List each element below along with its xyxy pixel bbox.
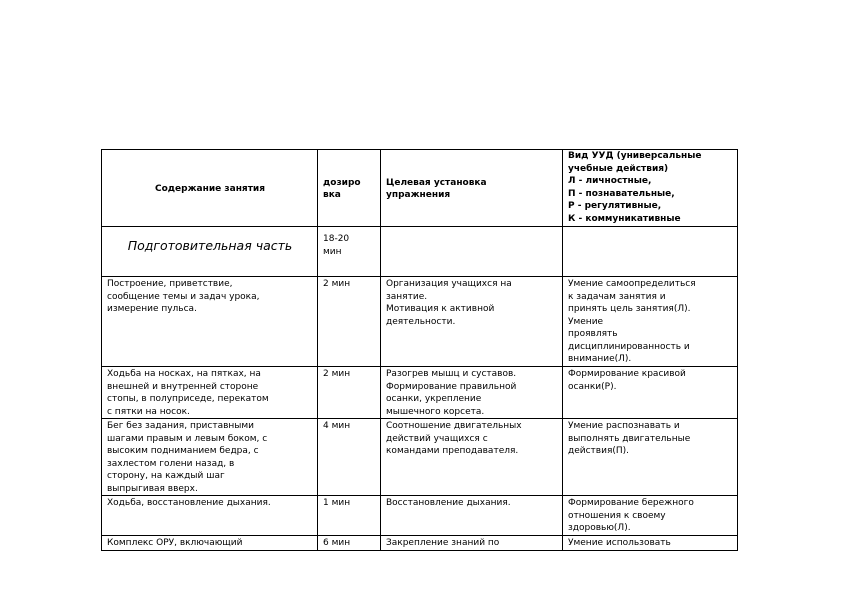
table-header-row bbox=[102, 150, 738, 227]
row-uud: Формирование бережного отношения к своему здоровью(Л). bbox=[563, 496, 738, 536]
section-row bbox=[102, 227, 738, 277]
section-dosage: 18-20 мин bbox=[318, 227, 381, 277]
row-uud: Умение использовать bbox=[563, 536, 738, 551]
row-dosage: 4 мин bbox=[318, 419, 381, 496]
row-content: Построение, приветствие, сообщение темы и задач урока, измерение пульса. bbox=[102, 277, 318, 367]
row-content: Ходьба, восстановление дыхания. bbox=[102, 496, 318, 536]
row-dosage: 1 мин bbox=[318, 496, 381, 536]
lesson-plan-table bbox=[101, 149, 738, 551]
header-goal: Целевая установка упражнения bbox=[381, 150, 563, 227]
row-uud: Формирование красивой осанки(Р). bbox=[563, 367, 738, 419]
row-goal: Закрепление знаний по bbox=[381, 536, 563, 551]
row-goal: Соотношение двигательных действий учащихся с командами преподавателя. bbox=[381, 419, 563, 496]
section-uud-empty bbox=[563, 227, 738, 277]
row-dosage: 2 мин bbox=[318, 277, 381, 367]
table-row bbox=[102, 419, 738, 496]
header-uud: Вид УУД (универсальные учебные действия) Л - личностные, П - познавательные, Р - регулятивные, К - коммуникативные bbox=[563, 150, 738, 227]
row-uud: Умение самоопределиться к задачам занятия и принять цель занятия(Л). Умение проявлять дисциплинированность и внимание(Л). bbox=[563, 277, 738, 367]
table-row bbox=[102, 367, 738, 419]
row-dosage: 2 мин bbox=[318, 367, 381, 419]
header-dosage: дозиро вка bbox=[318, 150, 381, 227]
row-goal: Восстановление дыхания. bbox=[381, 496, 563, 536]
row-goal: Разогрев мышц и суставов. Формирование правильной осанки, укрепление мышечного корсета. bbox=[381, 367, 563, 419]
row-content: Бег без задания, приставными шагами правым и левым боком, с высоким подниманием бедра, с захлестом голени назад, в сторону, на каждый шаг выпрыгивая вверх. bbox=[102, 419, 318, 496]
table-row bbox=[102, 277, 738, 367]
row-dosage: 6 мин bbox=[318, 536, 381, 551]
row-content: Комплекс ОРУ, включающий bbox=[102, 536, 318, 551]
section-title: Подготовительная часть bbox=[102, 227, 318, 277]
row-goal: Организация учащихся на занятие. Мотивация к активной деятельности. bbox=[381, 277, 563, 367]
header-content: Содержание занятия bbox=[102, 150, 318, 227]
row-content: Ходьба на носках, на пятках, на внешней и внутренней стороне стопы, в полуприседе, перекатом с пятки на носок. bbox=[102, 367, 318, 419]
table-row bbox=[102, 496, 738, 536]
section-goal-empty bbox=[381, 227, 563, 277]
row-uud: Умение распознавать и выполнять двигательные действия(П). bbox=[563, 419, 738, 496]
table-row bbox=[102, 536, 738, 551]
